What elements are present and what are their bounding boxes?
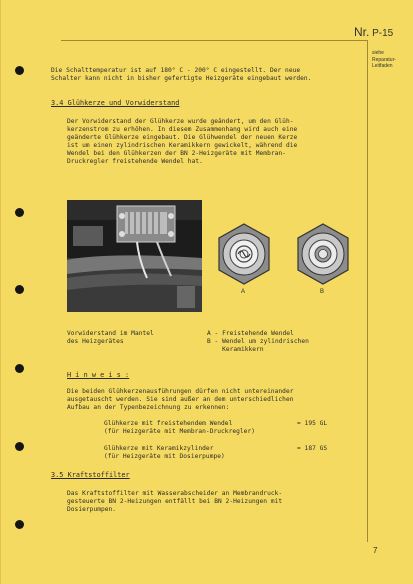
glow-plug-type-code: = 187 GS	[297, 445, 328, 452]
document-number-value: P-15	[372, 28, 394, 39]
glow-plug-type-line: Glühkerze mit Keramikzylinder	[104, 445, 214, 452]
punch-hole	[15, 442, 24, 451]
body-line: kerzenstrom zu erhöhen. In diesem Zusammenhang wird auch eine	[67, 126, 298, 133]
glow-plug-type-line: (für Heizgeräte mit Dosierpumpe)	[104, 453, 225, 460]
document-number-label: Nr.	[354, 25, 370, 39]
punch-hole	[15, 364, 24, 373]
glow-plug-type-code: = 195 GL	[297, 420, 328, 427]
resistor-photo	[67, 200, 202, 312]
margin-note-line: Leitfaden	[372, 63, 393, 69]
body-line: Das Kraftstoffilter mit Wasserabscheider an Membrandruck-	[67, 490, 283, 497]
glow-plug-type-line: (für Heizgeräte mit Membran-Druckregler)	[104, 428, 256, 435]
page-number: 7	[373, 546, 378, 555]
figure-caption-right: B - Wendel um zylindrischen	[207, 338, 309, 345]
document-number	[354, 25, 393, 39]
body-line: ist um einen zylindrischen Keramikkern gewickelt, während die	[67, 142, 298, 149]
glow-plug-b-image	[291, 222, 355, 286]
body-line: geänderte Glühkerze eingebaut. Die Glühwendel der neuen Kerze	[67, 134, 298, 141]
punch-hole	[15, 285, 24, 294]
body-line: Dosierpumpen.	[67, 506, 117, 513]
glow-plug-a-image	[212, 222, 276, 286]
section-title: 3.5 Kraftstoffilter	[51, 471, 130, 479]
figure-caption-left: Vorwiderstand im Mantel	[67, 330, 154, 337]
hinweis-title: H i n w e i s :	[67, 371, 130, 379]
section-title: 3.4 Glühkerze und Vorwiderstand	[51, 99, 180, 107]
intro-line: Die Schalttemperatur ist auf 180° C - 200° C eingestellt. Der neue	[51, 67, 301, 74]
punch-hole	[15, 66, 24, 75]
intro-line: Schalter kann nicht in bisher gefertigte Heizgeräte eingebaut werden.	[51, 75, 312, 82]
figure-caption-left: des Heizgerätes	[67, 338, 124, 345]
punch-hole	[15, 208, 24, 217]
margin-note-line: siehe	[372, 50, 384, 56]
body-line: Druckregler freistehende Wendel hat.	[67, 158, 203, 165]
margin-note-line: Reparatur-	[372, 56, 396, 63]
body-line: gesteuerte BN 2-Heizungen entfällt bei BN 2-Heizungen mit	[67, 498, 283, 505]
hinweis-line: ausgetauscht werden. Sie sind außer an dem unterschiedlichen	[67, 396, 294, 403]
punch-hole	[15, 520, 24, 529]
margin-note	[372, 50, 412, 70]
header-rule	[61, 40, 367, 41]
figure-label-a: A	[241, 289, 246, 295]
figure-caption-right: Keramikkern	[207, 346, 264, 353]
hinweis-line: Aufbau an der Typenbezeichnung zu erkennen:	[67, 404, 230, 411]
margin-rule	[367, 40, 368, 542]
body-line: Wendel bei den Glühkerzen der BN 2-Heizgeräte mit Membran-	[67, 150, 286, 157]
resistor-photo-drawing	[67, 200, 202, 312]
figure-caption-right: A - Freistehende Wendel	[207, 330, 294, 337]
figure-label-b: B	[320, 289, 325, 295]
body-line: Der Vorwiderstand der Glühkerze wurde geändert, um den Glüh-	[67, 118, 294, 125]
glow-plug-type-line: Glühkerze mit freistehendem Wendel	[104, 420, 233, 427]
hinweis-line: Die beiden Glühkerzenausführungen dürfen nicht untereinander	[67, 388, 294, 395]
